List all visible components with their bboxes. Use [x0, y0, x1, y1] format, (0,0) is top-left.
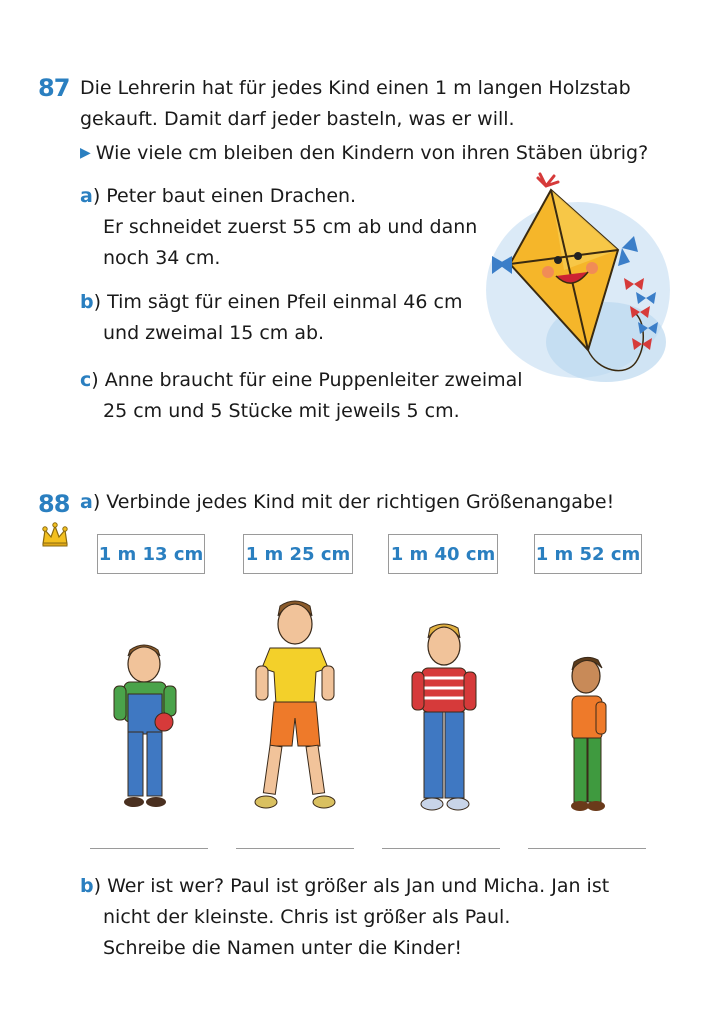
task-87-b-line2: und zweimal 15 cm ab. — [103, 322, 325, 344]
task-87-a-line1: Peter baut einen Drachen. — [106, 185, 357, 207]
task-88-number: 88 — [38, 490, 70, 518]
kite-illustration — [486, 172, 676, 402]
task-87-number: 87 — [38, 74, 70, 102]
task-87-a: a) Peter baut einen Drachen. — [80, 185, 357, 207]
task-87-c-line1: Anne braucht für eine Puppenleiter zweimal — [104, 369, 523, 391]
height-box-1[interactable]: 1 m 13 cm — [97, 534, 205, 574]
task-87-b-line1: Tim sägt für einen Pfeil einmal 46 cm — [107, 291, 463, 313]
part-label-b: b — [80, 291, 94, 313]
part-label-88b: b — [80, 875, 94, 897]
height-box-4[interactable]: 1 m 52 cm — [534, 534, 642, 574]
task-88-a-text: Verbinde jedes Kind mit der richtigen Größenangabe! — [106, 491, 615, 513]
child-1-illustration — [100, 640, 190, 820]
question-text: Wie viele cm bleiben den Kindern von ihren Stäben übrig? — [95, 142, 649, 164]
task-87-intro-line2: gekauft. Damit darf jeder basteln, was er will. — [80, 108, 515, 130]
name-line-4[interactable] — [528, 848, 646, 849]
height-box-2[interactable]: 1 m 25 cm — [243, 534, 353, 574]
task-87-c-line2: 25 cm und 5 Stücke mit jeweils 5 cm. — [103, 400, 460, 422]
name-line-3[interactable] — [382, 848, 500, 849]
part-label-88a: a — [80, 491, 93, 513]
child-2-illustration — [240, 596, 350, 821]
name-line-1[interactable] — [90, 848, 208, 849]
task-87-intro-line1: Die Lehrerin hat für jedes Kind einen 1 m langen Holzstab — [80, 77, 631, 99]
task-87-a-line3: noch 34 cm. — [103, 247, 221, 269]
height-box-3[interactable]: 1 m 40 cm — [388, 534, 498, 574]
task-87-question — [80, 137, 648, 171]
task-87-b: b) Tim sägt für einen Pfeil einmal 46 cm — [80, 291, 463, 313]
task-87-a-line2: Er schneidet zuerst 55 cm ab und dann — [103, 216, 478, 238]
task-88-b-line3: Schreibe die Namen unter die Kinder! — [103, 937, 463, 959]
name-line-2[interactable] — [236, 848, 354, 849]
crown-icon — [40, 522, 70, 548]
child-3-illustration — [400, 620, 490, 820]
part-label-c: c — [80, 369, 92, 391]
task-88-a: a) Verbinde jedes Kind mit der richtigen Größenangabe! — [80, 491, 615, 513]
task-87-c: c) Anne braucht für eine Puppenleiter zweimal — [80, 369, 523, 391]
arrow-right-icon: ▶ — [80, 145, 91, 161]
task-88-b-line1: Wer ist wer? Paul ist größer als Jan und Micha. Jan ist — [107, 875, 610, 897]
task-88-b-line2: nicht der kleinste. Chris ist größer als Paul. — [103, 906, 511, 928]
child-4-illustration — [556, 654, 626, 819]
task-88-b: b) Wer ist wer? Paul ist größer als Jan und Micha. Jan ist — [80, 875, 610, 897]
part-label-a: a — [80, 185, 93, 207]
